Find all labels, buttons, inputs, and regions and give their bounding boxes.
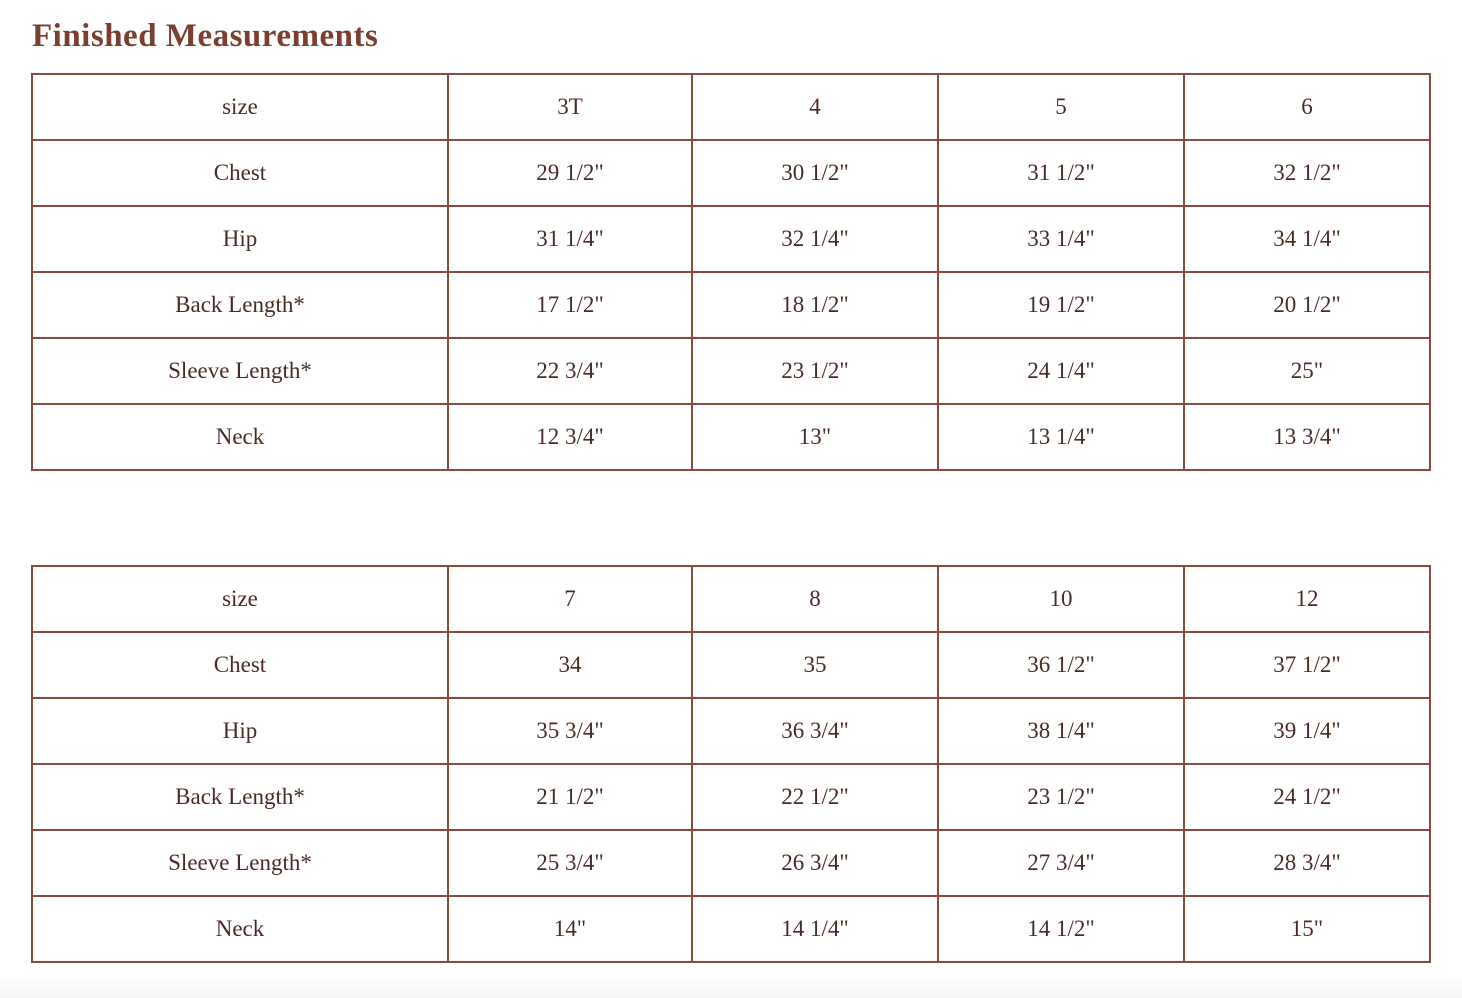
table-row — [32, 896, 1430, 962]
table-row — [32, 404, 1430, 470]
cell-value: 4 — [692, 74, 938, 140]
row-label: size — [32, 74, 448, 140]
cell-value: 25 3/4" — [448, 830, 692, 896]
table-row — [32, 206, 1430, 272]
row-label: Sleeve Length* — [32, 830, 448, 896]
table-row — [32, 830, 1430, 896]
page-title: Finished Measurements — [32, 18, 379, 54]
cell-value: 34 1/4" — [1184, 206, 1430, 272]
row-label: Hip — [32, 206, 448, 272]
cell-value: 39 1/4" — [1184, 698, 1430, 764]
cell-value: 21 1/2" — [448, 764, 692, 830]
table-row — [32, 764, 1430, 830]
table-row — [32, 632, 1430, 698]
cell-value: 12 3/4" — [448, 404, 692, 470]
cell-value: 35 — [692, 632, 938, 698]
cell-value: 3T — [448, 74, 692, 140]
cell-value: 24 1/2" — [1184, 764, 1430, 830]
cell-value: 17 1/2" — [448, 272, 692, 338]
table-row — [32, 338, 1430, 404]
row-label: Neck — [32, 404, 448, 470]
row-label: size — [32, 566, 448, 632]
cell-value: 38 1/4" — [938, 698, 1184, 764]
cell-value: 5 — [938, 74, 1184, 140]
cell-value: 37 1/2" — [1184, 632, 1430, 698]
cell-value: 8 — [692, 566, 938, 632]
cell-value: 13" — [692, 404, 938, 470]
header-row — [32, 566, 1430, 632]
cell-value: 31 1/2" — [938, 140, 1184, 206]
row-label: Back Length* — [32, 272, 448, 338]
row-label: Hip — [32, 698, 448, 764]
cell-value: 28 3/4" — [1184, 830, 1430, 896]
cell-value: 32 1/2" — [1184, 140, 1430, 206]
cell-value: 27 3/4" — [938, 830, 1184, 896]
cell-value: 12 — [1184, 566, 1430, 632]
cell-value: 22 1/2" — [692, 764, 938, 830]
table-row — [32, 698, 1430, 764]
row-label: Chest — [32, 140, 448, 206]
row-label: Sleeve Length* — [32, 338, 448, 404]
cell-value: 34 — [448, 632, 692, 698]
cell-value: 13 1/4" — [938, 404, 1184, 470]
bottom-fade — [0, 972, 1462, 998]
cell-value: 35 3/4" — [448, 698, 692, 764]
cell-value: 22 3/4" — [448, 338, 692, 404]
cell-value: 10 — [938, 566, 1184, 632]
row-label: Chest — [32, 632, 448, 698]
cell-value: 36 1/2" — [938, 632, 1184, 698]
cell-value: 7 — [448, 566, 692, 632]
cell-value: 23 1/2" — [692, 338, 938, 404]
cell-value: 36 3/4" — [692, 698, 938, 764]
cell-value: 31 1/4" — [448, 206, 692, 272]
table-row — [32, 272, 1430, 338]
cell-value: 19 1/2" — [938, 272, 1184, 338]
measurements-table-2 — [31, 565, 1431, 963]
cell-value: 14 1/2" — [938, 896, 1184, 962]
cell-value: 29 1/2" — [448, 140, 692, 206]
cell-value: 20 1/2" — [1184, 272, 1430, 338]
cell-value: 33 1/4" — [938, 206, 1184, 272]
header-row — [32, 74, 1430, 140]
cell-value: 26 3/4" — [692, 830, 938, 896]
cell-value: 15" — [1184, 896, 1430, 962]
cell-value: 25" — [1184, 338, 1430, 404]
table-row — [32, 140, 1430, 206]
cell-value: 24 1/4" — [938, 338, 1184, 404]
measurements-table-1 — [31, 73, 1431, 471]
row-label: Back Length* — [32, 764, 448, 830]
cell-value: 18 1/2" — [692, 272, 938, 338]
cell-value: 14 1/4" — [692, 896, 938, 962]
cell-value: 23 1/2" — [938, 764, 1184, 830]
cell-value: 6 — [1184, 74, 1430, 140]
cell-value: 32 1/4" — [692, 206, 938, 272]
cell-value: 30 1/2" — [692, 140, 938, 206]
cell-value: 13 3/4" — [1184, 404, 1430, 470]
cell-value: 14" — [448, 896, 692, 962]
row-label: Neck — [32, 896, 448, 962]
